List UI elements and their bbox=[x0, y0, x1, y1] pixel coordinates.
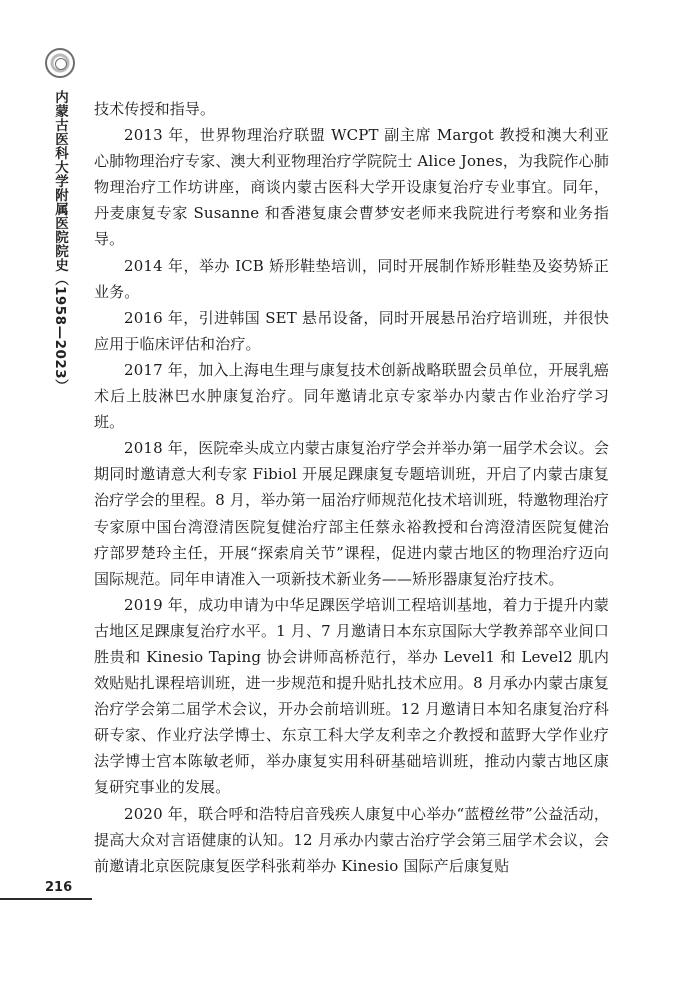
paragraph-2016: 2016 年，引进韩国 SET 悬吊设备，同时开展悬吊治疗培训班，并很快应用于临床评估和治疗。 bbox=[94, 308, 609, 353]
footer-rule bbox=[0, 898, 92, 900]
paragraph-continuation: 技术传授和指导。 bbox=[94, 100, 216, 118]
page-number: 216 bbox=[45, 880, 73, 895]
paragraph-2017: 2017 年，加入上海电生理与康复技术创新战略联盟会员单位，开展乳癌术后上肢淋巴水肿康复治疗。同年邀请北京专家举办内蒙古作业治疗学习班。 bbox=[94, 360, 609, 432]
paragraph-2013: 2013 年，世界物理治疗联盟 WCPT 副主席 Margot 教授和澳大利亚心肺物理治疗专家、澳大利亚物理治疗学院院士 Alice Jones，为我院作心肺物理治疗工作坊讲座，商谈内蒙古医科大学开设康复治疗专业事宜。同年，丹麦康复专家 Susanne 和香港复康会曹梦安老师来我院进行考察和业务指导。 bbox=[94, 126, 609, 249]
paragraph-2018: 2018 年，医院牵头成立内蒙古康复治疗学会并举办第一届学术会议。会期同时邀请意大利专家 Fibiol 开展足踝康复专题培训班，开启了内蒙古康复治疗学会的里程。8 月，举办第一届治疗师规范化技术培训班，特邀物理治疗专家原中国台湾澄清医院复健治疗部主任蔡永裕教授和台湾澄清医院复健治疗部罗楚玲主任，开展“探索肩关节”课程，促进内蒙古地区的物理治疗迈向国际规范。同年申请准入一项新技术新业务——矫形器康复治疗技术。 bbox=[94, 439, 609, 588]
paragraph-2019: 2019 年，成功申请为中华足踝医学培训工程培训基地，着力于提升内蒙古地区足踝康复治疗水平。1 月、7 月邀请日本东京国际大学教养部卒业间口胜贵和 Kinesio Taping 协会讲师高桥范行，举办 Level1 和 Level2 肌内效贴贴扎课程培训班，进一步规范和提升贴扎技术应用。8 月承办内蒙古康复治疗学会第二届学术会议，开办会前培训班。12 月邀请日本知名康复治疗科研专家、作业疗法学博士、东京工科大学友利幸之介教授和蓝野大学作业疗法学博士宫本陈敏老师，举办康复实用科研基础培训班，推动内蒙古地区康复研究事业的发展。 bbox=[94, 595, 609, 797]
hospital-emblem-icon bbox=[45, 48, 75, 78]
running-title: 内蒙古医科大学附属医院院史（1958—2023） bbox=[52, 90, 68, 394]
paragraph-2020: 2020 年，联合呼和浩特启音残疾人康复中心举办“蓝橙丝带”公益活动，提高大众对言语健康的认知。12 月承办内蒙古治疗学会第三届学术会议，会前邀请北京医院康复医学科张莉举办 Kinesio 国际产后康复贴 bbox=[94, 804, 609, 875]
paragraph-2014: 2014 年，举办 ICB 矫形鞋垫培训，同时开展制作矫形鞋垫及姿势矫正业务。 bbox=[94, 256, 609, 301]
side-strip bbox=[38, 48, 82, 394]
page-body bbox=[94, 96, 609, 879]
